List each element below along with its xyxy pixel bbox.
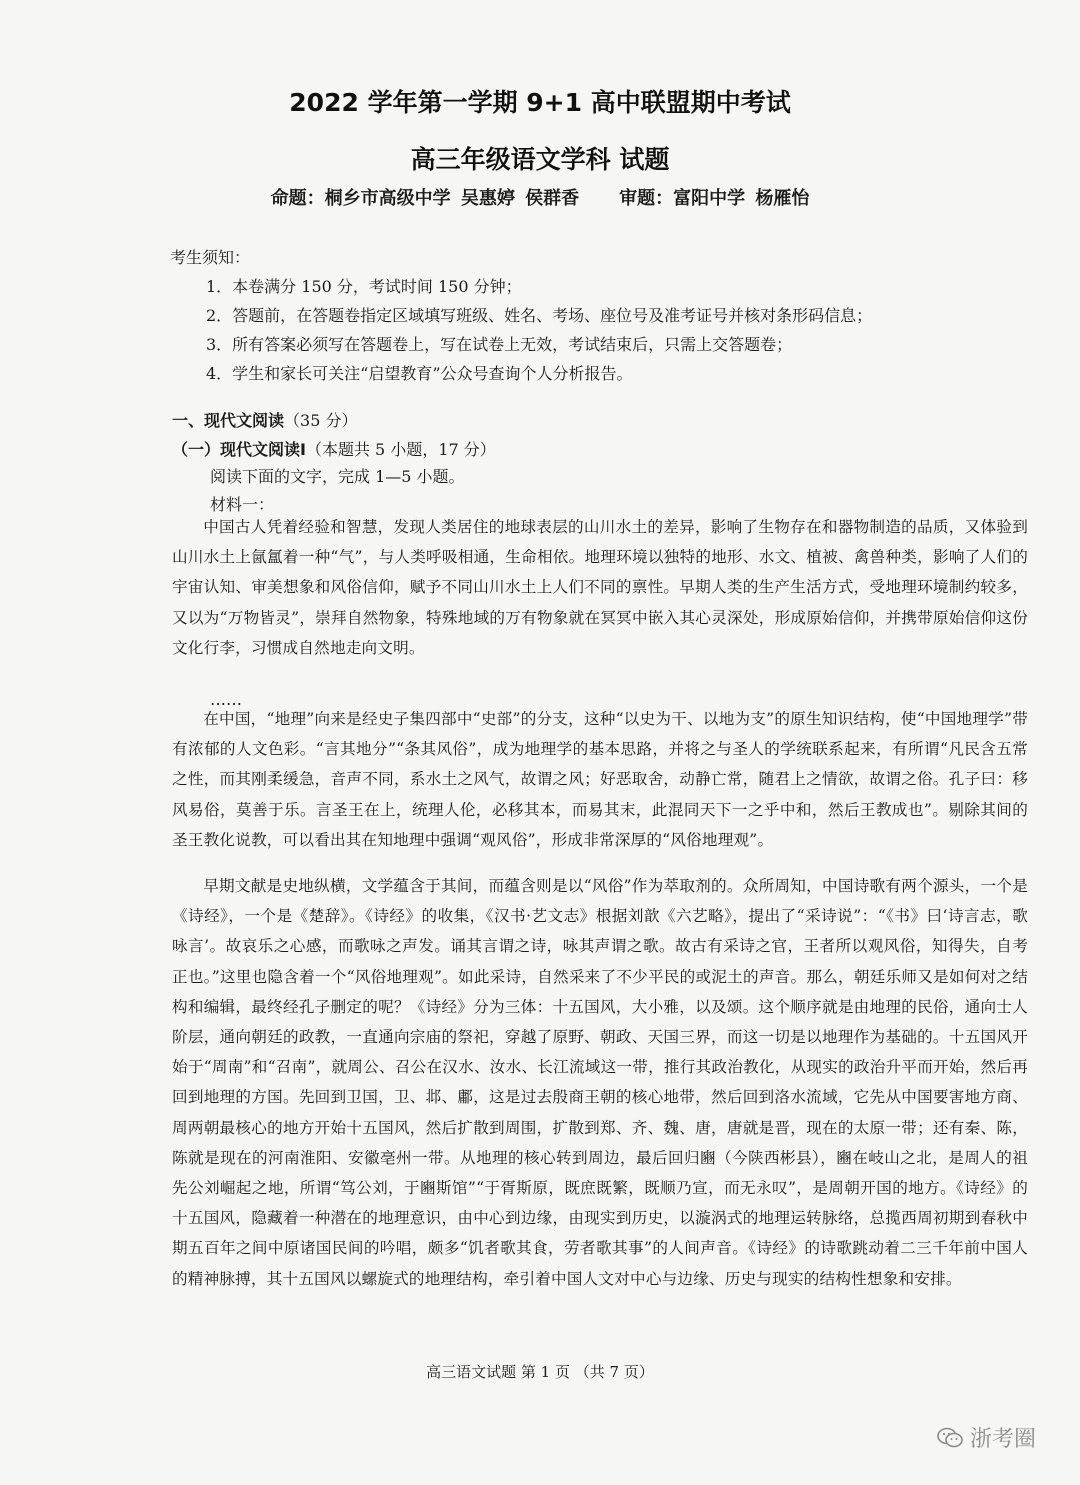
paragraph: 中国古人凭着经验和智慧，发现人类居住的地球表层的山川水土的差异，影响了生物存在和器物制造的品质，又体验到山川水土上氤氲着一种“气”，与人类呼吸相通，生命相依。地理环境以独特的地形、水文、植被、禽兽种类，影响了人们的宇宙认知、审美想象和风俗信仰，赋予不同山川水土上人们不同的禀性。早期人类的生产生活方式，受地理环境制约较多，又以为“万物皆灵”，崇拜自然物象，特殊地域的万有物象就在冥冥中嵌入其心灵深处，形成原始信仰，并携带原始信仰这份文化行李，习惯成自然地走向文明。 [172, 518, 1028, 657]
section-heading [172, 408, 357, 431]
material-label: 材料一： [210, 495, 275, 514]
authors-left: 命题：桐乡市高级中学 吴惠婷 侯群香 [270, 188, 580, 209]
authors-line [0, 184, 1080, 210]
ellipsis: …… [210, 690, 242, 709]
notice-item: 2．答题前，在答题卷指定区域填写班级、姓名、考场、座位号及准考证号并核对条形码信息； [206, 306, 873, 325]
subsection-note: （本题共 5 小题，17 分） [305, 440, 496, 459]
notice-item: 4．学生和家长可关注“启望教育”公众号查询个人分析报告。 [206, 364, 633, 383]
notice-item: 1．本卷满分 150 分，考试时间 150 分钟； [206, 277, 522, 296]
watermark-text: 浙考圈 [970, 1427, 1037, 1452]
notice-item: 3．所有答案必须写在答题卷上，写在试卷上无效，考试结束后，只需上交答题卷； [206, 335, 793, 354]
subsection-heading [172, 437, 496, 460]
page-footer: 高三语文试题 第 1 页 （共 7 页） [426, 1363, 654, 1381]
page-title: 2022 学年第一学期 9+1 高中联盟期中考试 [289, 88, 791, 117]
section-score: （35 分） [284, 411, 358, 430]
wechat-icon [936, 1426, 964, 1450]
paragraph: 早期文献是史地纵横，文学蕴含于其间，而蕴含则是以“风俗”作为萃取剂的。众所周知，中国诗歌有两个源头，一个是《诗经》，一个是《楚辞》。《诗经》的收集，《汉书·艺文志》根据刘歆《六艺略》，提出了“采诗说”：“《书》曰‘诗言志，歌咏言’。故哀乐之心感，而歌咏之声发。诵其言谓之诗，咏其声谓之歌。故古有采诗之官，王者所以观风俗，知得失，自考正也。”这里也隐含着一个“风俗地理观”。如此采诗，自然采来了不少平民的或泥土的声音。那么，朝廷乐师又是如何对之结构和编辑，最终经孔子删定的呢？《诗经》分为三体：十五国风，大小雅，以及颂。这个顺序就是由地理的民俗，通向士人阶层，通向朝廷的政教，一直通向宗庙的祭祀，穿越了原野、朝政、天国三界，而这一切是以地理作为基础的。十五国风开始于“周南”和“召南”，就周公、召公在汉水、汝水、长江流域这一带，推行其政治教化，从现实的政治升平而开始，然后再回到地理的方国。先回到卫国，卫、邶、鄘，这是过去殷商王朝的核心地带，然后回到洛水流域，它先从中国要害地方商、周两朝最核心的地方开始十五国风，然后扩散到周围，扩散到郑、齐、魏、唐，唐就是晋，现在的太原一带；还有秦、陈，陈就是现在的河南淮阳、安徽亳州一带。从地理的核心转到周边，最后回归豳（今陕西彬县），豳在岐山之北，是周人的祖先公刘崛起之地，所谓“笃公刘，于豳斯馆”“于胥斯原，既庶既繁，既顺乃宣，而无永叹”，是周朝开国的地方。《诗经》的十五国风，隐藏着一种潜在的地理意识，由中心到边缘，由现实到历史，以漩涡式的地理运转脉络，总揽西周初期到春秋中期五百年之间中原诸国民间的吟唱，颇多“饥者歌其食，劳者歌其事”的人间声音。《诗经》的诗歌跳动着二三千年前中国人的精神脉搏，其十五国风以螺旋式的地理结构，牵引着中国人文对中心与边缘、历史与现实的结构性想象和安排。 [172, 877, 1028, 1288]
section-label: 一、现代文阅读 [172, 411, 285, 430]
page-subtitle: 高三年级语文学科 试题 [410, 145, 670, 174]
paragraph: 在中国，“地理”向来是经史子集四部中“史部”的分支，这种“以史为干、以地为支”的原生知识结构，使“中国地理学”带有浓郁的人文色彩。“言其地分”“条其风俗”，成为地理学的基本思路，并将之与圣人的学统联系起来，有所谓“凡民含五常之性，而其刚柔缓急，音声不同，系水土之风气，故谓之风；好恶取舍，动静亡常，随君上之情欲，故谓之俗。孔子曰：移风易俗，莫善于乐。言圣王在上，统理人伦，必移其本，而易其末，此混同天下一之乎中和，然后王教成也”。剔除其间的圣王教化说教，可以看出其在知地理中强调“观风俗”，形成非常深厚的“风俗地理观”。 [172, 710, 1028, 849]
watermark [936, 1422, 1036, 1453]
reading-instruction: 阅读下面的文字，完成 1—5 小题。 [210, 467, 465, 486]
subsection-label: （一）现代文阅读Ⅰ [172, 440, 306, 459]
authors-right: 审题：富阳中学 杨雁怡 [619, 188, 810, 209]
notice-heading: 考生须知： [170, 248, 251, 267]
notice-list [206, 272, 1006, 388]
